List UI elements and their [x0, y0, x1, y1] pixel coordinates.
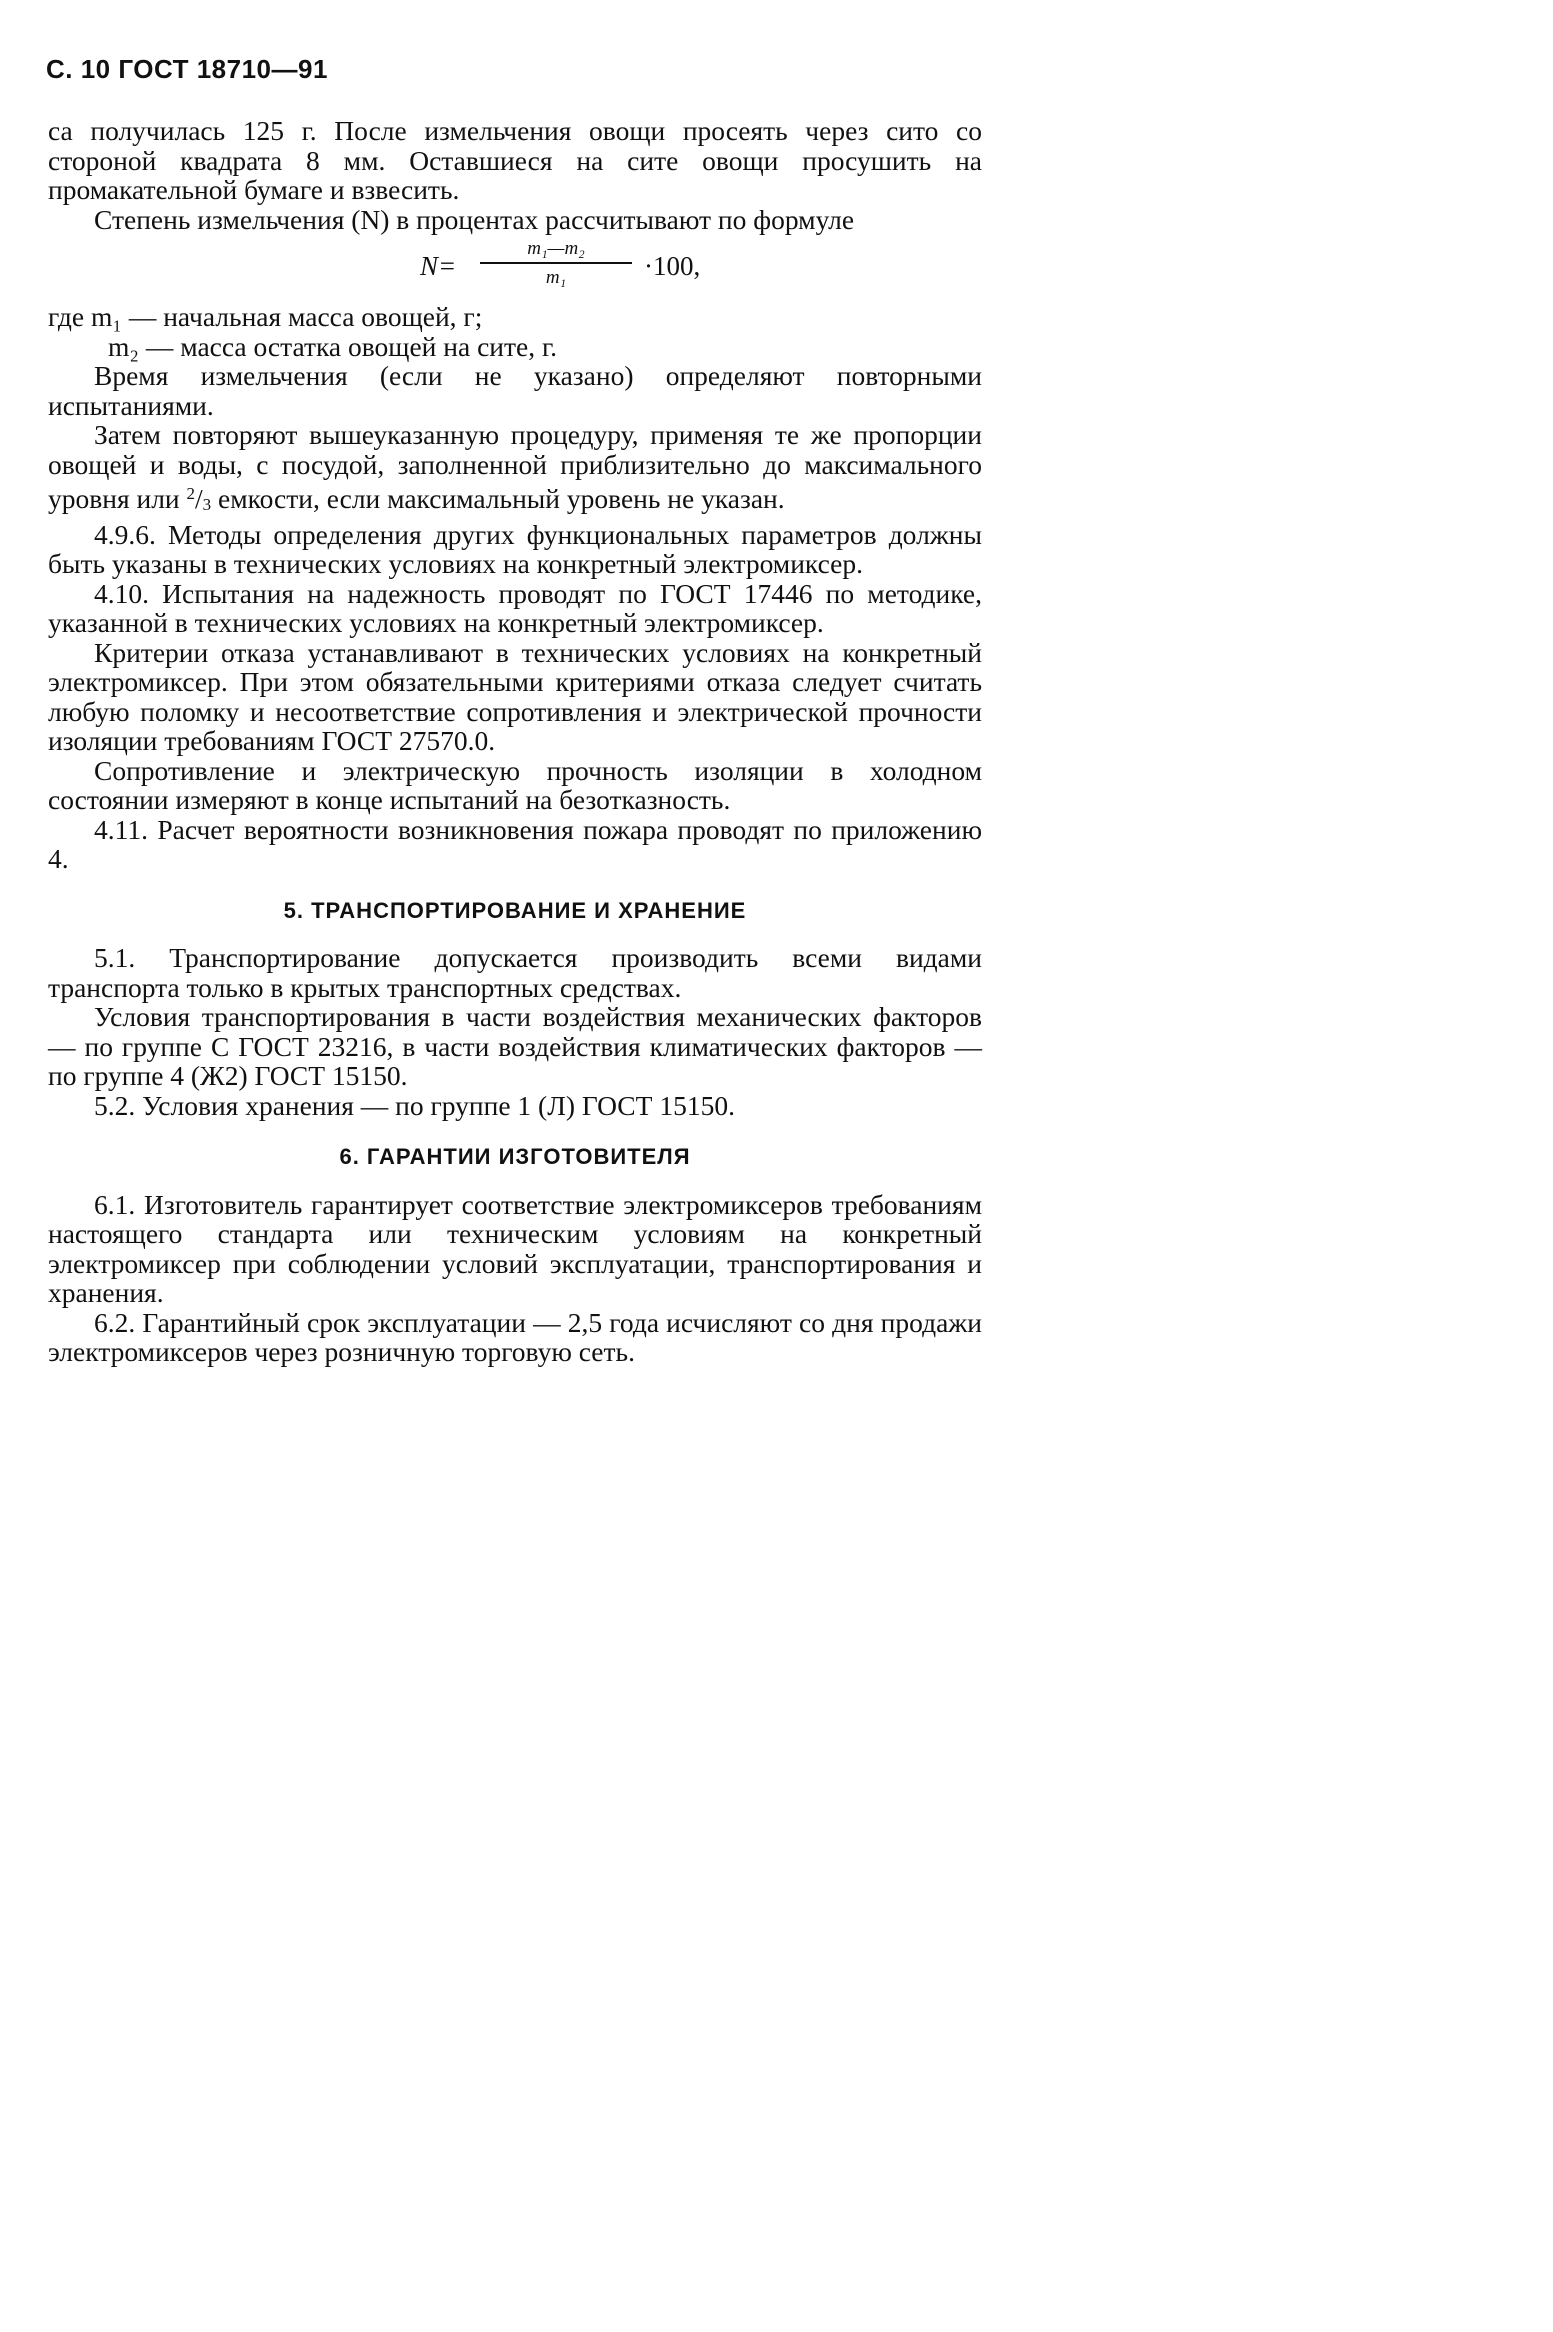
paragraph-failure-criteria: Критерии отказа устанавливают в технических условиях на конкретный электромиксер. При этом обязательными критериями отказа следует считать любую поломку и несоответствие сопротивления и электрической прочности изоляции требованиям ГОСТ 27570.0. [48, 636, 982, 756]
paragraph-4-9-6: 4.9.6. Методы определения других функциональных параметров должны быть указаны в технических условиях на конкретный электромиксер. [48, 518, 982, 579]
page-header: С. 10 ГОСТ 18710—91 [46, 54, 328, 84]
paragraph-formula-intro: Степень измельчения (N) в процентах рассчитывают по формуле [94, 203, 855, 235]
paragraph-6-2: 6.2. Гарантийный срок эксплуатации — 2,5 года исчисляют со дня продажи электромиксеров через розничную торговую сеть. [48, 1306, 982, 1367]
formula-numerator: m₁—m₂ [527, 238, 585, 259]
fraction-numerator: 2 [186, 484, 196, 503]
formula [48, 238, 982, 300]
paragraph-time: Время измельчения (если не указано) определяют повторными испытаниями. [48, 360, 982, 421]
document-body [48, 116, 982, 1367]
paragraph-4-10: 4.10. Испытания на надежность проводят по ГОСТ 17446 по методике, указанной в технических условиях на конкретный электромиксер. [48, 577, 982, 638]
formula-fraction [480, 238, 632, 289]
formula-denominator: m₁ [545, 266, 567, 288]
section-heading-5: 5. ТРАНСПОРТИРОВАНИЕ И ХРАНЕНИЕ [283, 897, 747, 923]
fraction-denominator: 3 [202, 495, 212, 514]
fraction-slash: / [195, 483, 203, 514]
fraction-bar [480, 262, 632, 264]
section-heading-6: 6. ГАРАНТИИ ИЗГОТОВИТЕЛЯ [339, 1144, 691, 1169]
paragraph-5-1: 5.1. Транспортирование допускается производить всеми видами транспорта только в крытых транспортных средствах. [48, 942, 982, 1003]
paragraph-5-2: 5.2. Условия хранения — по группе 1 (Л) ГОСТ 15150. [94, 1089, 735, 1121]
document-page [0, 0, 1042, 1562]
paragraph-repeat-a: Затем повторяют вышеуказанную процедуру, применяя те же пропорции овощей и воды, с посудой, заполненной приблизительно до максимального уровня или [48, 419, 982, 514]
definition-m1: где m₁ — начальная масса овощей, г; [48, 301, 483, 332]
paragraph-4-11: 4.11. Расчет вероятности возникновения пожара проводят по приложению 4. [48, 813, 982, 874]
paragraph-continuation: са получилась 125 г. После измельчения овощи просеять через сито со стороной квадрата 8 мм. Оставшиеся на сите овощи просушить на промакательной бумаге и взвесить. [48, 115, 982, 205]
paragraph-repeat-b: емкости, если максимальный уровень не указан. [211, 483, 785, 514]
paragraph-transport-conditions: Условия транспортирования в части воздействия механических факторов — по группе С ГОСТ 23216, в части воздействия климатических факторов — по группе 4 (Ж2) ГОСТ 15150. [48, 1001, 982, 1091]
paragraph-insulation: Сопротивление и электрическую прочность изоляции в холодном состоянии измеряют в конце испытаний на безотказность. [48, 754, 982, 815]
definition-m2: m₂ — масса остатка овощей на сите, г. [108, 330, 558, 362]
formula-lhs: N= [420, 251, 457, 281]
paragraph-6-1: 6.1. Изготовитель гарантирует соответствие электромиксеров требованиям настоящего стандарта или техническим условиям на конкретный электромиксер при соблюдении условий эксплуатации, транспортирования и хранения. [48, 1188, 982, 1308]
paragraph-repeat [48, 420, 982, 520]
formula-rhs: ·100, [644, 251, 701, 281]
